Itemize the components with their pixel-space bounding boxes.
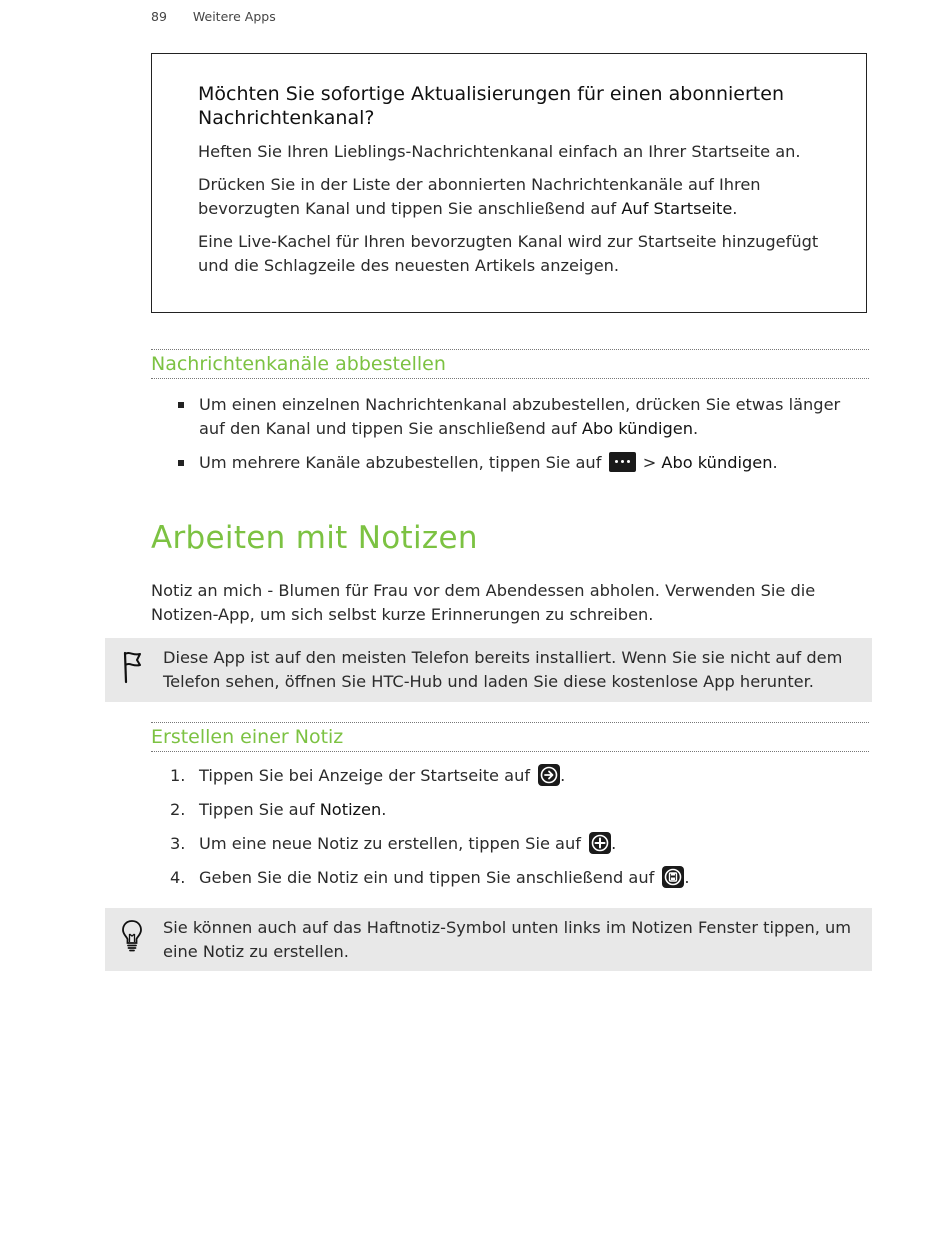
bullet (178, 460, 184, 466)
tip-text: Sie können auch auf das Haftnotiz-Symbol unten links im Notizen Fenster tippen, um eine Notiz zu erstellen. (163, 918, 852, 961)
create-note-steps (151, 764, 867, 900)
lightbulb-icon (119, 918, 145, 954)
tip-box (151, 53, 867, 313)
unsubscribe-list (151, 393, 867, 485)
list-item: 4. Geben Sie die Notiz ein und tippen Sie anschließend auf . (170, 868, 690, 887)
notes-intro: Notiz an mich - Blumen für Frau vor dem Abendessen abholen. Verwenden Sie die Notizen-App, um sich selbst kurze Erinnerungen zu schreiben. (151, 581, 816, 624)
save-icon (662, 866, 684, 888)
section-heading-create-note: Erstellen einer Notiz (151, 722, 869, 752)
list-item: 1. Tippen Sie bei Anzeige der Startseite auf . (170, 766, 566, 785)
list-item: Um mehrere Kanäle abzubestellen, tippen Sie auf > Abo kündigen. (151, 451, 867, 475)
note-text: Diese App ist auf den meisten Telefon bereits installiert. Wenn Sie sie nicht auf dem Telefon sehen, öffnen Sie HTC-Hub und laden Sie diese kostenlose App herunter. (163, 648, 843, 691)
list-item: Um einen einzelnen Nachrichtenkanal abzubestellen, drücken Sie etwas länger auf den Kanal und tippen Sie anschließend auf Abo kündigen. (151, 393, 867, 441)
arrow-right-circle-icon (538, 764, 560, 786)
tip-box-paragraph-2: Drücken Sie in der Liste der abonnierten Nachrichtenkanäle auf Ihren bevorzugten Kanal und tippen Sie anschließend auf Auf Startseite. (198, 175, 761, 218)
chapter-title: Weitere Apps (192, 9, 276, 24)
ui-term: Abo kündigen (661, 453, 773, 472)
page-number: 89 (151, 9, 167, 24)
page-header (151, 9, 276, 24)
tip-note-box (105, 908, 872, 971)
note-box (105, 638, 872, 702)
tip-box-paragraph-1: Heften Sie Ihren Lieblings-Nachrichtenkanal einfach an Ihrer Startseite an. (198, 142, 801, 161)
list-item: 2. Tippen Sie auf Notizen. (170, 800, 387, 819)
ui-term: Notizen (319, 800, 382, 819)
ui-term: Abo kündigen (581, 419, 693, 438)
section-heading-unsubscribe: Nachrichtenkanäle abbestellen (151, 349, 869, 379)
tip-box-title: Möchten Sie sofortige Aktualisierungen für einen abonnierten Nachrichtenkanal? (198, 83, 784, 129)
bullet (178, 402, 184, 408)
section-title-notes: Arbeiten mit Notizen (151, 520, 478, 556)
tip-box-paragraph-3: Eine Live-Kachel für Ihren bevorzugten Kanal wird zur Startseite hinzugefügt und die Schlagzeile des neuesten Artikels anzeigen. (198, 232, 819, 275)
flag-icon (121, 650, 143, 684)
ui-term: Auf Startseite (621, 199, 733, 218)
add-circle-icon (589, 832, 611, 854)
more-dots-icon (609, 452, 636, 472)
list-item: 3. Um eine neue Notiz zu erstellen, tippen Sie auf . (170, 834, 617, 853)
